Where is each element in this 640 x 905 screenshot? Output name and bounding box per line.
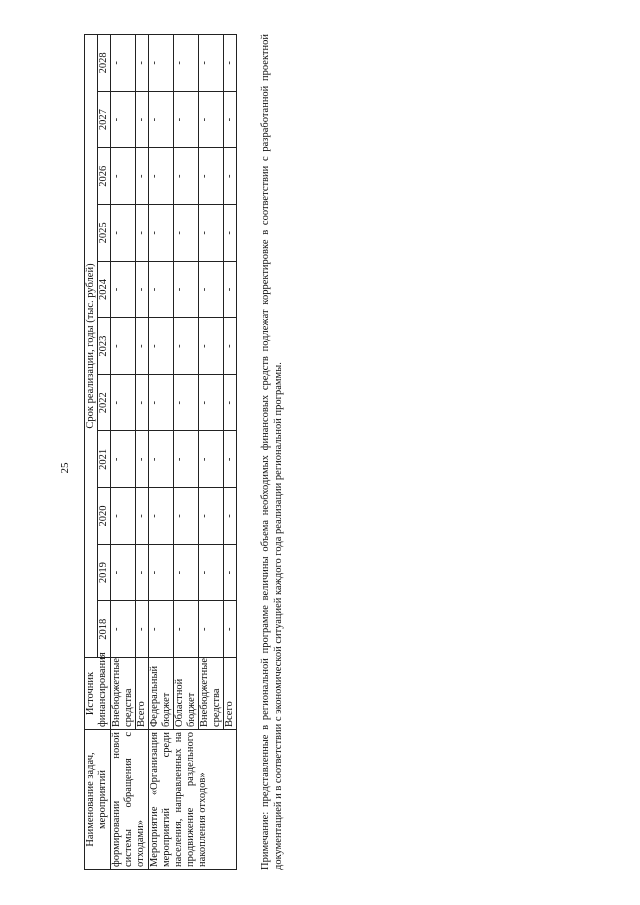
source-cell: Всего [224, 658, 237, 730]
value-cell: - [199, 601, 224, 658]
value-cell: - [111, 35, 136, 92]
year-header: 2019 [98, 544, 111, 601]
page-number: 25 [59, 462, 71, 474]
value-cell: - [199, 431, 224, 488]
year-header: 2027 [98, 91, 111, 148]
value-cell: - [224, 544, 237, 601]
value-cell: - [136, 148, 149, 205]
value-cell: - [136, 35, 149, 92]
value-cell: - [174, 318, 199, 375]
value-cell: - [149, 35, 174, 92]
value-cell: - [136, 601, 149, 658]
header-task-name: Наименование задач, мероприятий [85, 730, 111, 870]
value-cell: - [149, 148, 174, 205]
table-row [111, 35, 136, 870]
value-cell: - [174, 91, 199, 148]
rotated-content [84, 34, 336, 870]
value-cell: - [136, 374, 149, 431]
table-row [149, 35, 174, 870]
source-cell: Внебюджетные средства [199, 658, 224, 730]
value-cell: - [174, 148, 199, 205]
value-cell: - [149, 488, 174, 545]
value-cell: - [111, 488, 136, 545]
table-header-row [85, 35, 98, 870]
value-cell: - [199, 544, 224, 601]
value-cell: - [149, 318, 174, 375]
year-header: 2024 [98, 261, 111, 318]
value-cell: - [149, 431, 174, 488]
footnote: Примечание: представленные в региональной программе величины объема необходимых финансовых средств подлежат корректировке в соответствии с разработанной проектной документацией и в соответствии с экономической ситуацией каждого года реализации региональной программы. [260, 34, 284, 870]
task-cell: формировании новой системы обращения с отходами» [111, 730, 149, 870]
value-cell: - [149, 205, 174, 262]
value-cell: - [149, 91, 174, 148]
value-cell: - [149, 261, 174, 318]
value-cell: - [224, 431, 237, 488]
year-header: 2028 [98, 35, 111, 92]
value-cell: - [136, 261, 149, 318]
value-cell: - [224, 205, 237, 262]
value-cell: - [136, 488, 149, 545]
value-cell: - [111, 318, 136, 375]
value-cell: - [149, 544, 174, 601]
value-cell: - [111, 261, 136, 318]
year-header: 2022 [98, 374, 111, 431]
value-cell: - [136, 318, 149, 375]
task-cell: Мероприятие «Организация мероприятий среди населения, направленных на продвижение раздельного накопления отходов» [149, 730, 237, 870]
value-cell: - [224, 261, 237, 318]
value-cell: - [199, 35, 224, 92]
year-header: 2020 [98, 488, 111, 545]
value-cell: - [199, 318, 224, 375]
year-header: 2018 [98, 601, 111, 658]
value-cell: - [199, 261, 224, 318]
value-cell: - [136, 205, 149, 262]
source-cell: Областной бюджет [174, 658, 199, 730]
funding-table [84, 34, 237, 870]
value-cell: - [199, 374, 224, 431]
value-cell: - [136, 431, 149, 488]
header-period: Срок реализации, годы (тыс. рублей) [85, 35, 98, 658]
value-cell: - [174, 374, 199, 431]
value-cell: - [174, 35, 199, 92]
value-cell: - [136, 91, 149, 148]
value-cell: - [111, 544, 136, 601]
value-cell: - [174, 431, 199, 488]
value-cell: - [199, 148, 224, 205]
value-cell: - [199, 91, 224, 148]
value-cell: - [199, 488, 224, 545]
value-cell: - [174, 205, 199, 262]
value-cell: - [174, 544, 199, 601]
year-header: 2021 [98, 431, 111, 488]
value-cell: - [149, 601, 174, 658]
value-cell: - [199, 205, 224, 262]
value-cell: - [224, 148, 237, 205]
value-cell: - [111, 374, 136, 431]
value-cell: - [111, 601, 136, 658]
value-cell: - [174, 488, 199, 545]
value-cell: - [111, 91, 136, 148]
year-header: 2026 [98, 148, 111, 205]
value-cell: - [149, 374, 174, 431]
source-cell: Федеральный бюджет [149, 658, 174, 730]
value-cell: - [224, 488, 237, 545]
year-header: 2023 [98, 318, 111, 375]
value-cell: - [174, 601, 199, 658]
source-cell: Всего [136, 658, 149, 730]
source-cell: Внебюджетные средства [111, 658, 136, 730]
value-cell: - [224, 91, 237, 148]
year-header: 2025 [98, 205, 111, 262]
value-cell: - [111, 431, 136, 488]
value-cell: - [224, 374, 237, 431]
header-funding-source: Источник финансирования [85, 658, 111, 730]
value-cell: - [111, 205, 136, 262]
value-cell: - [174, 261, 199, 318]
value-cell: - [136, 544, 149, 601]
value-cell: - [224, 601, 237, 658]
value-cell: - [224, 318, 237, 375]
value-cell: - [111, 148, 136, 205]
value-cell: - [224, 35, 237, 92]
